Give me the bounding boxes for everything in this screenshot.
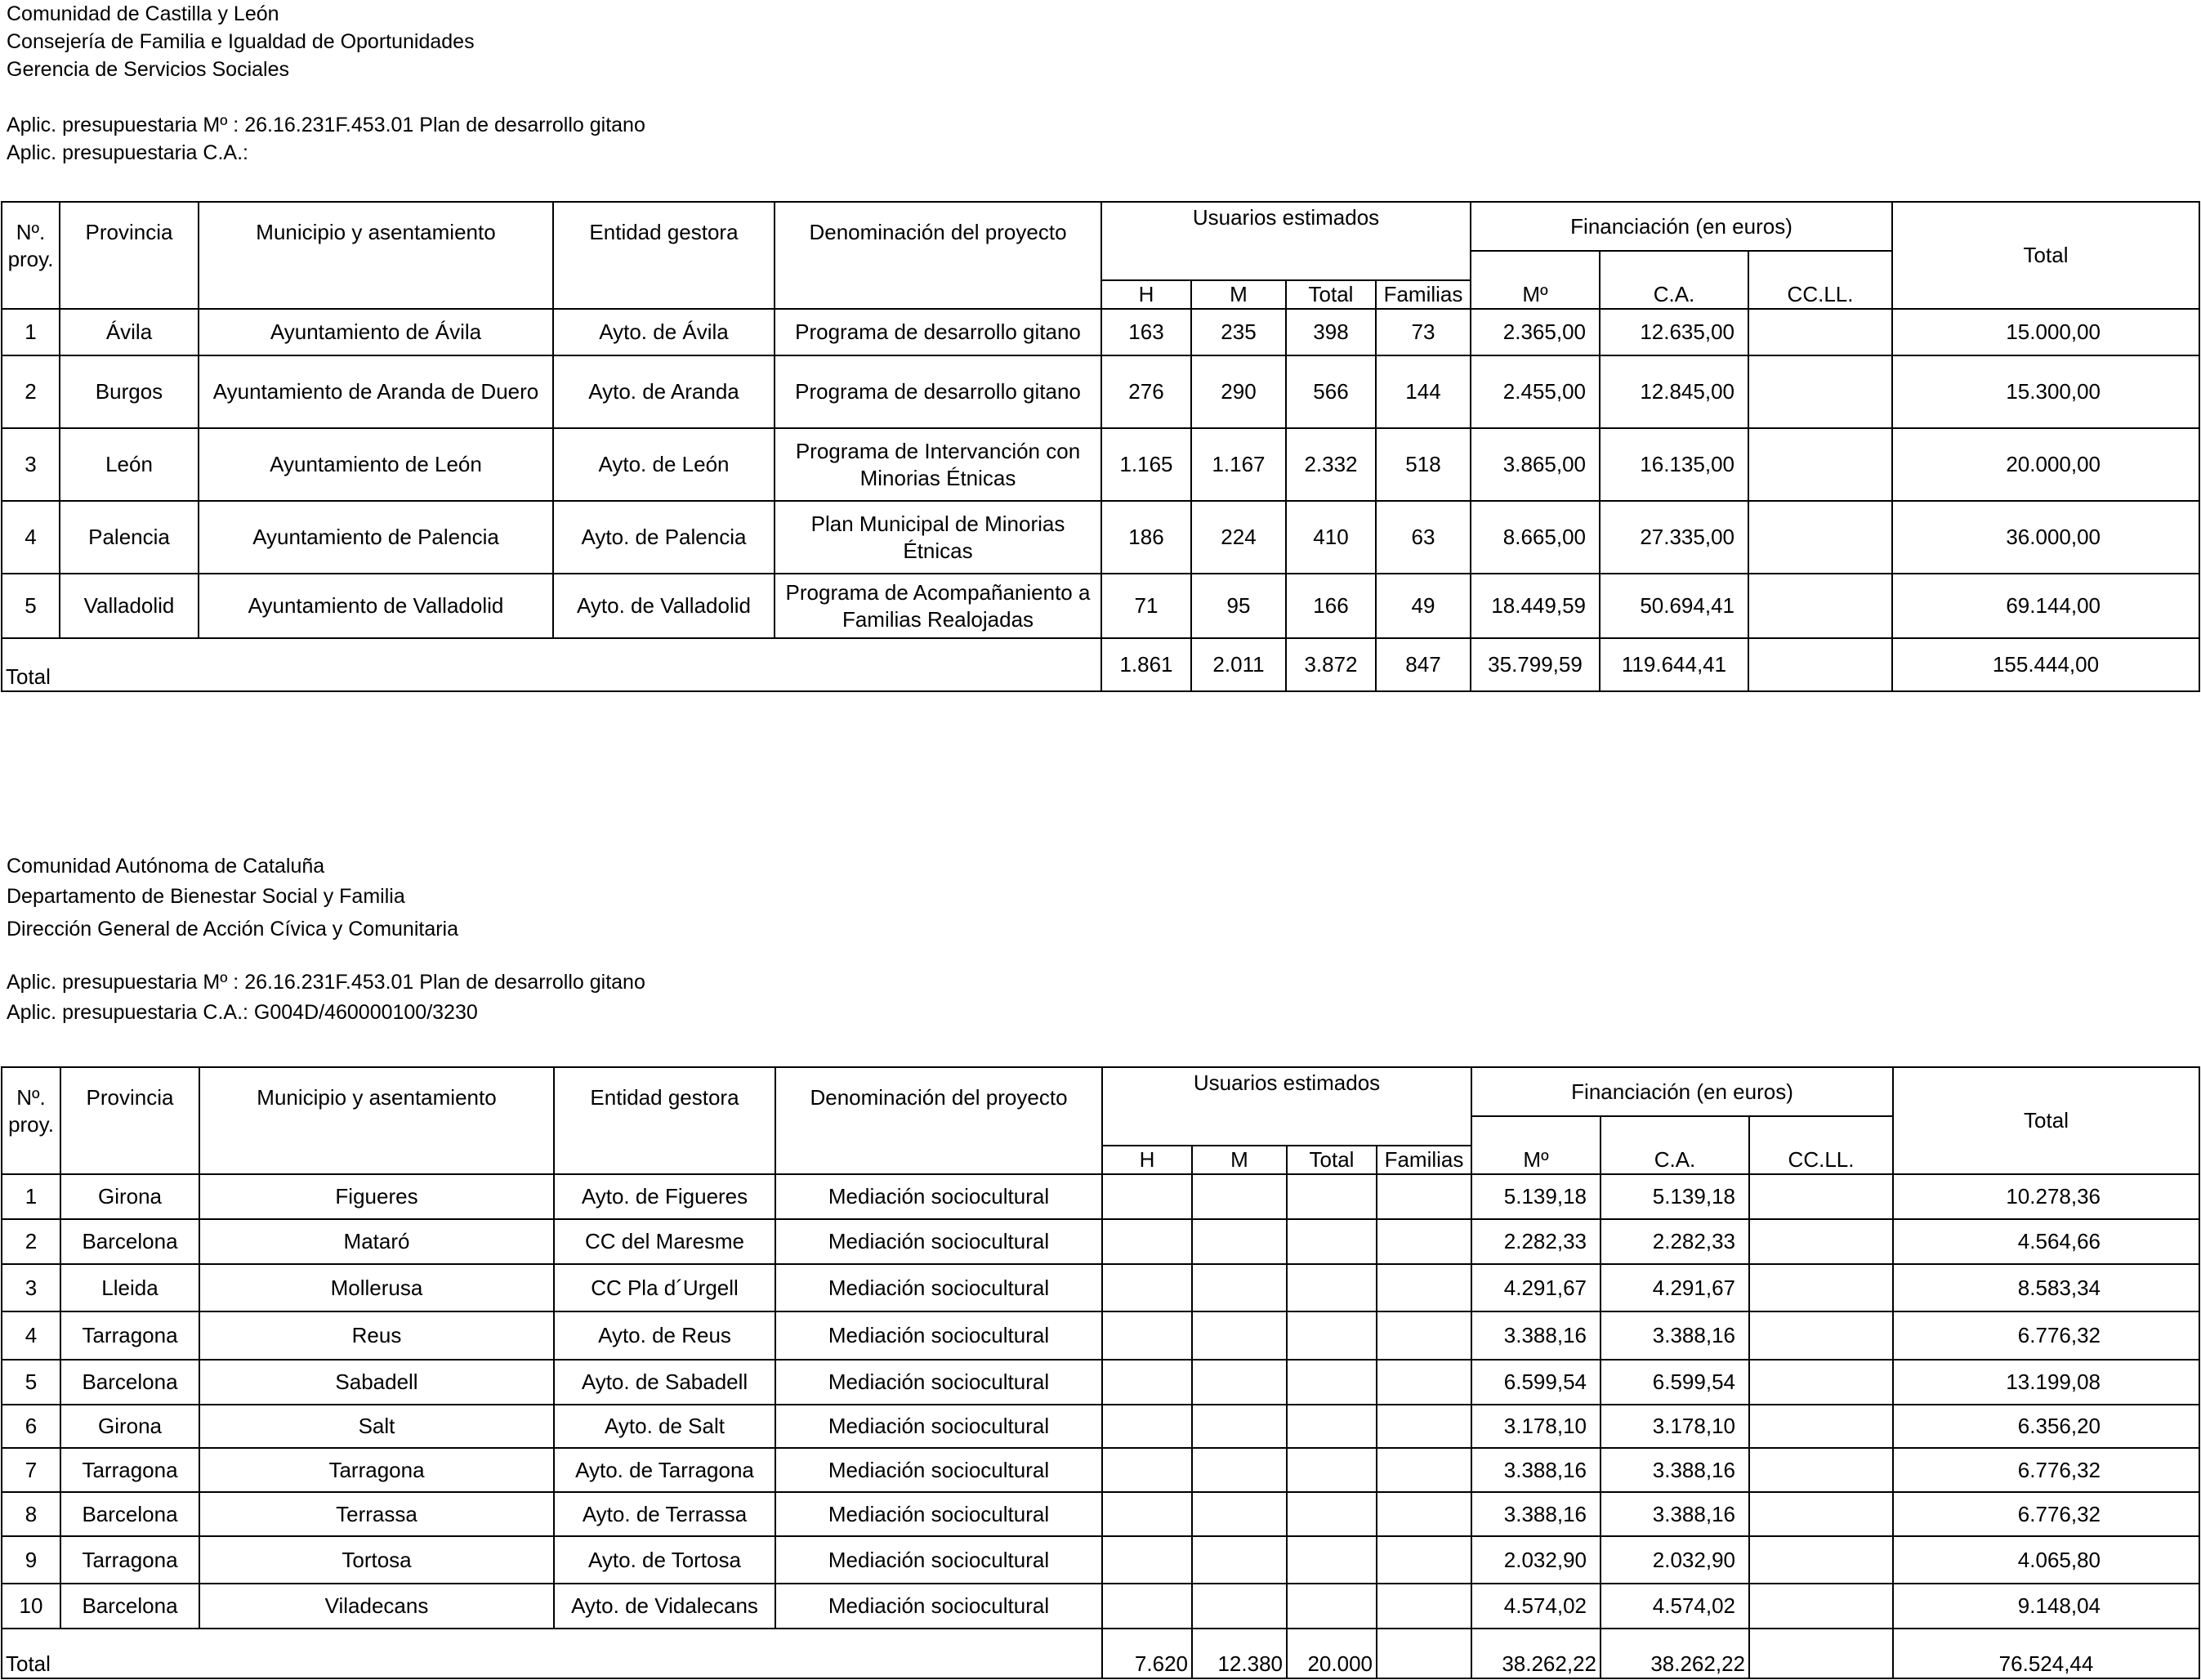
cell-provincia: Tarragona (60, 1448, 199, 1492)
cell-denominacion: Mediación sociocultural (775, 1219, 1102, 1264)
col-header-n: Nº. proy. (2, 202, 60, 309)
cell-m (1192, 1405, 1287, 1448)
cell-ca: 2.282,33 (1601, 1219, 1749, 1264)
cell-denominacion: Mediación sociocultural (775, 1492, 1102, 1536)
org-line: Gerencia de Servicios Sociales (7, 58, 289, 81)
cell-total: 20.000,00 (1892, 428, 2199, 501)
cell-ccll (1748, 309, 1892, 355)
cell-h (1102, 1584, 1192, 1629)
cell-municipio: Ayuntamiento de Valladolid (199, 574, 553, 638)
table-row (2, 501, 2199, 574)
cell-municipio: Ayuntamiento de Ávila (199, 309, 553, 355)
cell-n: 8 (2, 1492, 60, 1536)
budget-line: Aplic. presupuestaria Mº : 26.16.231F.453.01 Plan de desarrollo gitano (7, 971, 645, 994)
cell-municipio: Sabadell (199, 1360, 554, 1405)
col-header-denominacion: Denominación del proyecto (775, 202, 1101, 309)
col-header-entidad: Entidad gestora (553, 202, 775, 309)
cell-h (1102, 1492, 1192, 1536)
cell-ccll (1748, 428, 1892, 501)
cell-h (1102, 1405, 1192, 1448)
cell-total: 15.300,00 (1892, 355, 2199, 428)
col-header-financiacion: Financiación (en euros) (1471, 1067, 1893, 1116)
col-header-mo: Mº (1471, 1146, 1601, 1174)
cell-familias (1377, 1536, 1471, 1584)
cell-provincia: Barcelona (60, 1219, 199, 1264)
col-header-usuarios-total: Total (1286, 280, 1376, 309)
cell-provincia: Barcelona (60, 1492, 199, 1536)
table-row (2, 1405, 2199, 1448)
cell-entidad: Ayto. de Palencia (553, 501, 775, 574)
cell-provincia: Valladolid (60, 574, 199, 638)
table-row (2, 1536, 2199, 1584)
total-familias: 847 (1376, 638, 1471, 691)
cell-mo: 2.365,00 (1471, 309, 1600, 355)
cell-usuarios-total (1287, 1536, 1377, 1584)
cell-ca: 12.845,00 (1600, 355, 1748, 428)
col-header-m: M (1192, 1146, 1287, 1174)
cell-h: 1.165 (1101, 428, 1191, 501)
cell-usuarios-total: 2.332 (1286, 428, 1376, 501)
col-header-h: H (1102, 1146, 1192, 1174)
totals-row (2, 1629, 2199, 1678)
cell-ccll (1749, 1536, 1893, 1584)
org-line: Comunidad Autónoma de Cataluña (7, 855, 325, 878)
cell-total: 4.564,66 (1893, 1219, 2199, 1264)
cell-entidad: Ayto. de Tortosa (554, 1536, 775, 1584)
table-row (2, 1584, 2199, 1629)
cell-total: 10.278,36 (1893, 1174, 2199, 1219)
cell-ca: 2.032,90 (1601, 1536, 1749, 1584)
cell-ccll (1749, 1174, 1893, 1219)
cell-h (1102, 1360, 1192, 1405)
cell-provincia: Girona (60, 1174, 199, 1219)
total-total: 155.444,00 (1892, 638, 2199, 691)
cell-usuarios-total: 166 (1286, 574, 1376, 638)
cell-denominacion: Mediación sociocultural (775, 1584, 1102, 1629)
cell-usuarios-total (1287, 1174, 1377, 1219)
cell-ca: 4.291,67 (1601, 1264, 1749, 1311)
org-line: Dirección General de Acción Cívica y Comunitaria (7, 918, 459, 941)
cell-total: 69.144,00 (1892, 574, 2199, 638)
cell-familias (1377, 1174, 1471, 1219)
cell-provincia: Ávila (60, 309, 199, 355)
cell-familias: 49 (1376, 574, 1471, 638)
cell-municipio: Ayuntamiento de León (199, 428, 553, 501)
cell-mo: 3.178,10 (1471, 1405, 1601, 1448)
cell-ca: 3.388,16 (1601, 1492, 1749, 1536)
total-mo: 35.799,59 (1471, 638, 1600, 691)
col-header-denominacion: Denominación del proyecto (775, 1067, 1102, 1174)
col-header-n: Nº. proy. (2, 1067, 60, 1174)
budget-line: Aplic. presupuestaria Mº : 26.16.231F.453.01 Plan de desarrollo gitano (7, 114, 645, 136)
cell-denominacion: Mediación sociocultural (775, 1405, 1102, 1448)
col-header-ca: C.A. (1600, 280, 1748, 309)
cell-ccll (1749, 1448, 1893, 1492)
cell-h: 276 (1101, 355, 1191, 428)
cell-entidad: CC del Maresme (554, 1219, 775, 1264)
cell-total: 8.583,34 (1893, 1264, 2199, 1311)
cell-mo: 8.665,00 (1471, 501, 1600, 574)
col-header-provincia: Provincia (60, 202, 199, 309)
cell-usuarios-total (1287, 1584, 1377, 1629)
cell-mo: 4.574,02 (1471, 1584, 1601, 1629)
cell-m (1192, 1448, 1287, 1492)
cell-m (1192, 1174, 1287, 1219)
cell-entidad: Ayto. de Vidalecans (554, 1584, 775, 1629)
cell-usuarios-total: 566 (1286, 355, 1376, 428)
cell-mo: 5.139,18 (1471, 1174, 1601, 1219)
projects-table-castilla (1, 201, 2200, 692)
cell-provincia: Barcelona (60, 1584, 199, 1629)
cell-provincia: Palencia (60, 501, 199, 574)
cell-n: 5 (2, 574, 60, 638)
cell-n: 1 (2, 309, 60, 355)
cell-entidad: Ayto. de Figueres (554, 1174, 775, 1219)
cell-municipio: Reus (199, 1311, 554, 1360)
table-row (2, 1311, 2199, 1360)
total-mo: 38.262,22 (1471, 1629, 1601, 1678)
cell-ca: 12.635,00 (1600, 309, 1748, 355)
cell-h (1102, 1264, 1192, 1311)
total-ccll (1749, 1629, 1893, 1678)
cell-ca: 3.388,16 (1601, 1311, 1749, 1360)
totals-label: Total (2, 638, 1101, 691)
cell-total: 4.065,80 (1893, 1536, 2199, 1584)
cell-ccll (1749, 1584, 1893, 1629)
cell-familias (1377, 1448, 1471, 1492)
cell-ccll (1749, 1360, 1893, 1405)
blank-line (7, 83, 645, 111)
cell-h: 163 (1101, 309, 1191, 355)
cell-n: 9 (2, 1536, 60, 1584)
cell-mo: 6.599,54 (1471, 1360, 1601, 1405)
col-header-entidad: Entidad gestora (554, 1067, 775, 1174)
cell-n: 5 (2, 1360, 60, 1405)
projects-table-cataluna (1, 1066, 2200, 1679)
cell-municipio: Figueres (199, 1174, 554, 1219)
cell-n: 2 (2, 355, 60, 428)
cell-usuarios-total (1287, 1405, 1377, 1448)
cell-ca: 16.135,00 (1600, 428, 1748, 501)
cell-usuarios-total (1287, 1264, 1377, 1311)
col-header-familias: Familias (1377, 1146, 1471, 1174)
cell-n: 2 (2, 1219, 60, 1264)
section1-header (7, 0, 645, 167)
cell-h: 186 (1101, 501, 1191, 574)
total-m: 2.011 (1191, 638, 1286, 691)
cell-m (1192, 1492, 1287, 1536)
cell-m (1192, 1584, 1287, 1629)
col-header-municipio: Municipio y asentamiento (199, 1067, 554, 1174)
col-header-mo: Mº (1471, 280, 1600, 309)
table-row (2, 574, 2199, 638)
cell-mo: 2.282,33 (1471, 1219, 1601, 1264)
total-total: 76.524,44 (1893, 1629, 2199, 1678)
cell-familias (1377, 1360, 1471, 1405)
cell-ccll (1749, 1311, 1893, 1360)
cell-ca: 6.599,54 (1601, 1360, 1749, 1405)
cell-m (1192, 1264, 1287, 1311)
cell-familias: 518 (1376, 428, 1471, 501)
cell-usuarios-total (1287, 1219, 1377, 1264)
cell-provincia: Burgos (60, 355, 199, 428)
cell-entidad: Ayto. de Tarragona (554, 1448, 775, 1492)
org-line: Departamento de Bienestar Social y Familia (7, 885, 405, 908)
cell-familias (1377, 1311, 1471, 1360)
cell-total: 15.000,00 (1892, 309, 2199, 355)
cell-total: 13.199,08 (1893, 1360, 2199, 1405)
total-familias (1377, 1629, 1471, 1678)
cell-provincia: Girona (60, 1405, 199, 1448)
col-header-usuarios-total: Total (1287, 1146, 1377, 1174)
cell-familias (1377, 1264, 1471, 1311)
cell-ca: 4.574,02 (1601, 1584, 1749, 1629)
org-line: Consejería de Familia e Igualdad de Oportunidades (7, 30, 475, 53)
cell-usuarios-total (1287, 1360, 1377, 1405)
cell-denominacion: Programa de desarrollo gitano (775, 309, 1101, 355)
cell-familias (1377, 1492, 1471, 1536)
table-row (2, 1492, 2199, 1536)
cell-ca: 27.335,00 (1600, 501, 1748, 574)
cell-mo: 4.291,67 (1471, 1264, 1601, 1311)
cell-provincia: Tarragona (60, 1311, 199, 1360)
cell-n: 10 (2, 1584, 60, 1629)
cell-mo: 2.032,90 (1471, 1536, 1601, 1584)
cell-total: 6.356,20 (1893, 1405, 2199, 1448)
cell-entidad: Ayto. de Valladolid (553, 574, 775, 638)
cell-m (1192, 1536, 1287, 1584)
cell-h (1102, 1311, 1192, 1360)
cell-h (1102, 1536, 1192, 1584)
col-header-usuarios: Usuarios estimados (1101, 202, 1471, 280)
cell-entidad: Ayto. de Salt (554, 1405, 775, 1448)
cell-municipio: Tarragona (199, 1448, 554, 1492)
cell-ccll (1749, 1264, 1893, 1311)
cell-municipio: Terrassa (199, 1492, 554, 1536)
cell-familias: 144 (1376, 355, 1471, 428)
table-row (2, 1174, 2199, 1219)
cell-mo: 2.455,00 (1471, 355, 1600, 428)
cell-usuarios-total (1287, 1492, 1377, 1536)
cell-entidad: CC Pla d´Urgell (554, 1264, 775, 1311)
col-header-usuarios: Usuarios estimados (1102, 1067, 1471, 1146)
blank-line (7, 947, 645, 967)
cell-total: 6.776,32 (1893, 1492, 2199, 1536)
cell-mo: 3.388,16 (1471, 1492, 1601, 1536)
cell-m: 290 (1191, 355, 1286, 428)
total-ccll (1748, 638, 1892, 691)
cell-m: 235 (1191, 309, 1286, 355)
cell-n: 4 (2, 1311, 60, 1360)
cell-entidad: Ayto. de Ávila (553, 309, 775, 355)
cell-ccll (1749, 1405, 1893, 1448)
total-usuarios: 20.000 (1287, 1629, 1377, 1678)
cell-denominacion: Mediación sociocultural (775, 1448, 1102, 1492)
cell-ccll (1749, 1492, 1893, 1536)
budget-line: Aplic. presupuestaria C.A.: (7, 141, 248, 164)
cell-n: 6 (2, 1405, 60, 1448)
cell-ca: 50.694,41 (1600, 574, 1748, 638)
cell-h (1102, 1219, 1192, 1264)
cell-familias (1377, 1584, 1471, 1629)
col-header-total: Total (1892, 202, 2199, 309)
cell-entidad: Ayto. de Aranda (553, 355, 775, 428)
table-row (2, 355, 2199, 428)
total-m: 12.380 (1192, 1629, 1287, 1678)
total-ca: 38.262,22 (1601, 1629, 1749, 1678)
table-row (2, 428, 2199, 501)
cell-n: 1 (2, 1174, 60, 1219)
col-header-ccll: CC.LL. (1748, 280, 1892, 309)
cell-mo: 3.865,00 (1471, 428, 1600, 501)
cell-n: 3 (2, 428, 60, 501)
total-usuarios: 3.872 (1286, 638, 1376, 691)
cell-total: 6.776,32 (1893, 1311, 2199, 1360)
cell-ca: 3.178,10 (1601, 1405, 1749, 1448)
cell-denominacion: Mediación sociocultural (775, 1311, 1102, 1360)
cell-provincia: Tarragona (60, 1536, 199, 1584)
col-header-ca: C.A. (1601, 1146, 1749, 1174)
total-h: 7.620 (1102, 1629, 1192, 1678)
cell-n: 4 (2, 501, 60, 574)
table-row (2, 1219, 2199, 1264)
cell-provincia: León (60, 428, 199, 501)
col-header-m: M (1191, 280, 1286, 309)
cell-m (1192, 1219, 1287, 1264)
cell-municipio: Tortosa (199, 1536, 554, 1584)
cell-provincia: Barcelona (60, 1360, 199, 1405)
cell-mo: 3.388,16 (1471, 1448, 1601, 1492)
cell-familias: 63 (1376, 501, 1471, 574)
cell-municipio: Mollerusa (199, 1264, 554, 1311)
cell-ccll (1748, 501, 1892, 574)
cell-usuarios-total: 410 (1286, 501, 1376, 574)
cell-municipio: Ayuntamiento de Palencia (199, 501, 553, 574)
cell-mo: 3.388,16 (1471, 1311, 1601, 1360)
cell-denominacion: Plan Municipal de Minorias Étnicas (775, 501, 1101, 574)
total-ca: 119.644,41 (1600, 638, 1748, 691)
table-row (2, 309, 2199, 355)
cell-ccll (1749, 1219, 1893, 1264)
cell-denominacion: Mediación sociocultural (775, 1264, 1102, 1311)
cell-ccll (1748, 355, 1892, 428)
section2-header (7, 851, 645, 1028)
col-header-financiacion: Financiación (en euros) (1471, 202, 1892, 251)
cell-entidad: Ayto. de León (553, 428, 775, 501)
cell-h (1102, 1174, 1192, 1219)
cell-municipio: Mataró (199, 1219, 554, 1264)
cell-municipio: Ayuntamiento de Aranda de Duero (199, 355, 553, 428)
cell-m (1192, 1360, 1287, 1405)
org-line: Comunidad de Castilla y León (7, 2, 279, 25)
table-row (2, 1448, 2199, 1492)
cell-denominacion: Mediación sociocultural (775, 1360, 1102, 1405)
table-row (2, 1360, 2199, 1405)
budget-line: Aplic. presupuestaria C.A.: G004D/460000100/3230 (7, 1001, 478, 1024)
col-header-provincia: Provincia (60, 1067, 199, 1174)
cell-municipio: Viladecans (199, 1584, 554, 1629)
totals-label: Total (2, 1629, 1102, 1678)
cell-n: 7 (2, 1448, 60, 1492)
cell-entidad: Ayto. de Sabadell (554, 1360, 775, 1405)
cell-entidad: Ayto. de Reus (554, 1311, 775, 1360)
cell-usuarios-total (1287, 1311, 1377, 1360)
cell-ccll (1748, 574, 1892, 638)
cell-denominacion: Mediación sociocultural (775, 1536, 1102, 1584)
cell-denominacion: Programa de Acompañaniento a Familias Realojadas (775, 574, 1101, 638)
cell-m (1192, 1311, 1287, 1360)
cell-m: 95 (1191, 574, 1286, 638)
col-header-h: H (1101, 280, 1191, 309)
col-header-familias: Familias (1376, 280, 1471, 309)
cell-provincia: Lleida (60, 1264, 199, 1311)
cell-h (1102, 1448, 1192, 1492)
cell-usuarios-total: 398 (1286, 309, 1376, 355)
table-row (2, 1264, 2199, 1311)
cell-m: 1.167 (1191, 428, 1286, 501)
cell-ca: 3.388,16 (1601, 1448, 1749, 1492)
total-h: 1.861 (1101, 638, 1191, 691)
cell-mo: 18.449,59 (1471, 574, 1600, 638)
cell-entidad: Ayto. de Terrassa (554, 1492, 775, 1536)
cell-m: 224 (1191, 501, 1286, 574)
col-header-ccll: CC.LL. (1749, 1146, 1893, 1174)
cell-denominacion: Mediación sociocultural (775, 1174, 1102, 1219)
cell-n: 3 (2, 1264, 60, 1311)
cell-h: 71 (1101, 574, 1191, 638)
cell-total: 9.148,04 (1893, 1584, 2199, 1629)
cell-denominacion: Programa de Intervanción con Minorias Étnicas (775, 428, 1101, 501)
cell-total: 36.000,00 (1892, 501, 2199, 574)
col-header-total: Total (1893, 1067, 2199, 1174)
cell-usuarios-total (1287, 1448, 1377, 1492)
cell-municipio: Salt (199, 1405, 554, 1448)
cell-familias (1377, 1219, 1471, 1264)
cell-familias: 73 (1376, 309, 1471, 355)
cell-denominacion: Programa de desarrollo gitano (775, 355, 1101, 428)
cell-ca: 5.139,18 (1601, 1174, 1749, 1219)
totals-row (2, 638, 2199, 691)
cell-total: 6.776,32 (1893, 1448, 2199, 1492)
cell-familias (1377, 1405, 1471, 1448)
col-header-municipio: Municipio y asentamiento (199, 202, 553, 309)
